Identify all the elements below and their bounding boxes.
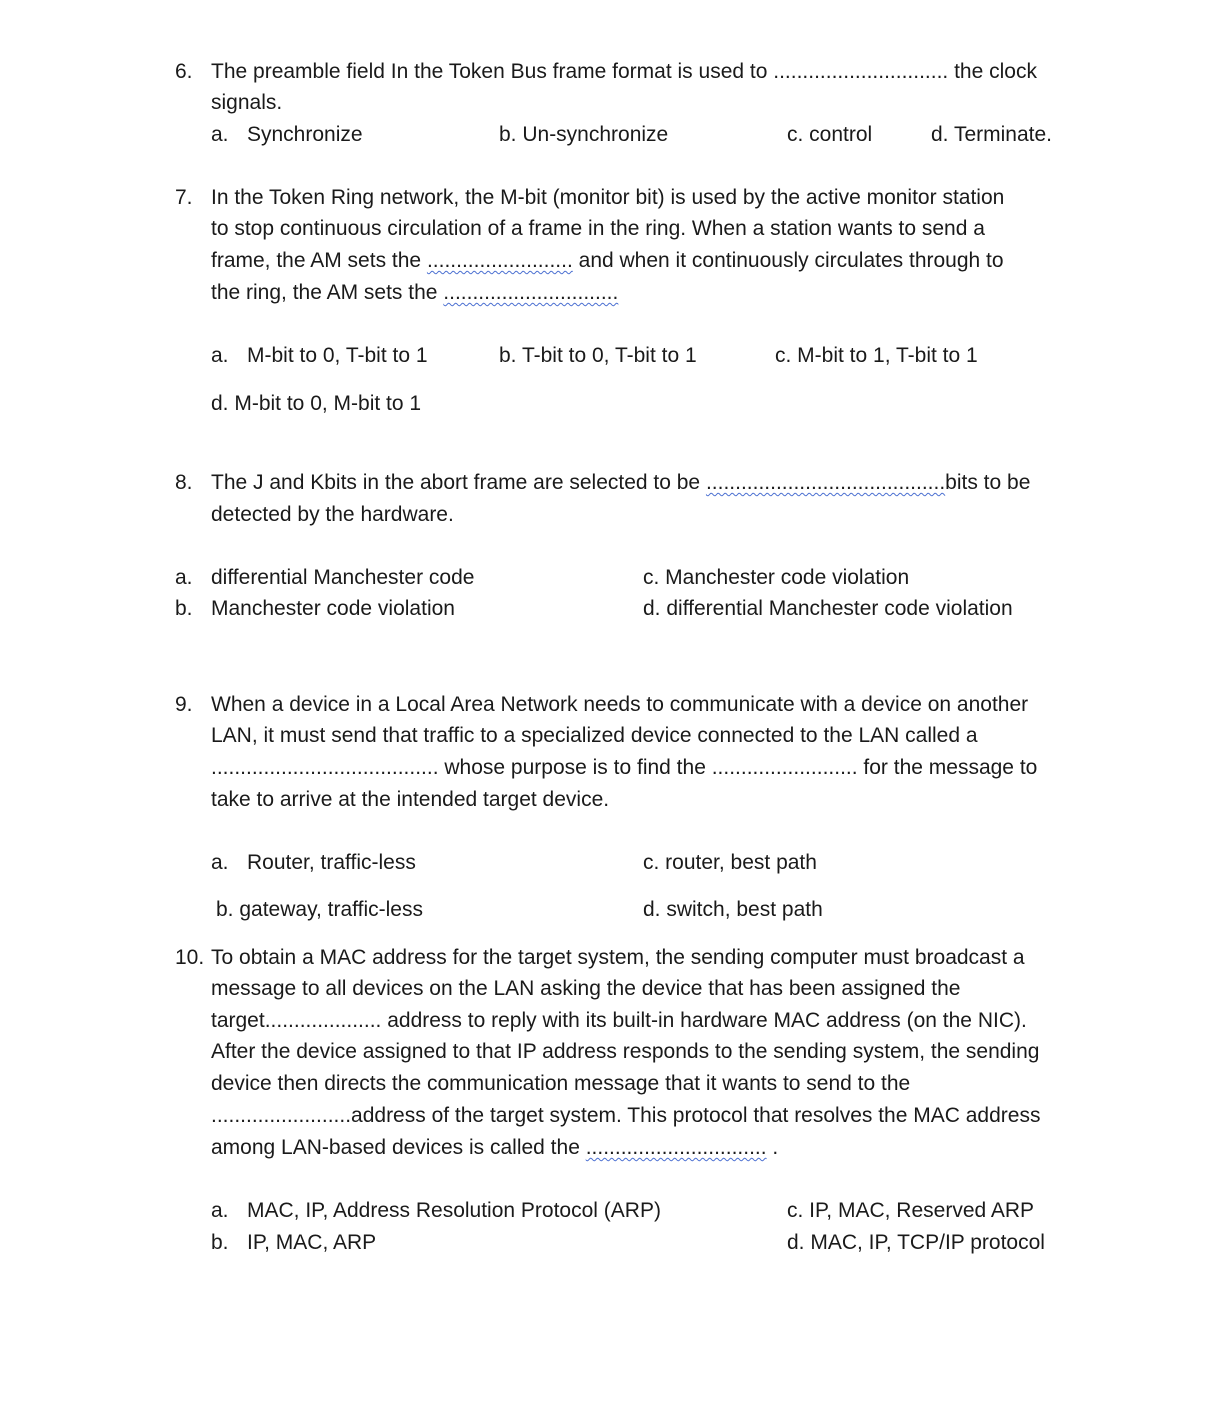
question-8-option-d: d. differential Manchester code violation: [643, 597, 1013, 620]
question-9-text-line-4: take to arrive at the intended target device.: [211, 788, 610, 811]
question-10-text-line-6: ........................address of the target system. This protocol that resolves the MAC address: [211, 1104, 1041, 1127]
question-10-text-line-5: device then directs the communication message that it wants to send to the: [211, 1072, 911, 1095]
question-7-blank-2: ..............................: [443, 281, 619, 304]
question-6-text-line-1: The preamble field In the Token Bus frame format is used to .............................. the clock: [211, 60, 1037, 83]
question-8-option-b: Manchester code violation: [211, 597, 455, 620]
question-9-option-c: c. router, best path: [643, 851, 817, 874]
question-7-text-line-1: In the Token Ring network, the M-bit (monitor bit) is used by the active monitor station: [211, 186, 1005, 209]
question-10-option-b: IP, MAC, ARP: [247, 1231, 377, 1254]
question-10-option-a: MAC, IP, Address Resolution Protocol (ARP): [247, 1199, 661, 1222]
question-7-option-c: c. M-bit to 1, T-bit to 1: [775, 344, 978, 367]
question-6-option-a: Synchronize: [247, 123, 363, 146]
question-7-option-b: b. T-bit to 0, T-bit to 1: [499, 344, 697, 367]
question-10-text-line-3: target.................... address to reply with its built-in hardware MAC address (on the NIC).: [211, 1009, 1027, 1032]
question-7-line-4-start: the ring, the AM sets the: [211, 281, 444, 304]
question-7-text-line-2: to stop continuous circulation of a frame in the ring. When a station wants to send a: [211, 217, 985, 240]
question-6-option-a-label: a.: [211, 123, 229, 146]
question-10-text-line-1: To obtain a MAC address for the target system, the sending computer must broadcast a: [211, 946, 1025, 969]
question-10-number: 10.: [175, 946, 205, 969]
question-7-number: 7.: [175, 186, 193, 209]
question-9-option-b: b. gateway, traffic-less: [216, 898, 423, 921]
question-9-option-a-label: a.: [211, 851, 229, 874]
question-7-text-line-3: [211, 248, 1004, 274]
question-10-option-b-label: b.: [211, 1231, 229, 1254]
question-10-blank: ...............................: [585, 1136, 767, 1159]
question-8-blank: .........................................: [705, 471, 946, 494]
question-8-line-1-end: bits to be: [945, 471, 1031, 494]
question-9-text-line-1: When a device in a Local Area Network needs to communicate with a device on another: [211, 693, 1029, 716]
question-9-text-line-2: LAN, it must send that traffic to a specialized device connected to the LAN called a: [211, 724, 978, 747]
question-10-option-c: c. IP, MAC, Reserved ARP: [787, 1199, 1035, 1222]
question-10-text-line-2: message to all devices on the LAN asking the device that has been assigned the: [211, 977, 961, 1000]
question-8-number: 8.: [175, 471, 193, 494]
question-10-line-7-start: among LAN-based devices is called the: [211, 1136, 586, 1159]
question-8-option-a-label: a.: [175, 566, 193, 589]
question-7-line-3-start: frame, the AM sets the: [211, 249, 427, 272]
question-10-text-line-7: [211, 1135, 778, 1161]
question-8-option-c: c. Manchester code violation: [643, 566, 910, 589]
question-7-option-d: d. M-bit to 0, M-bit to 1: [211, 392, 422, 415]
question-9-text-line-3: ....................................... whose purpose is to find the ......................... for the message to: [211, 756, 1038, 779]
question-6-number: 6.: [175, 60, 193, 83]
question-7-line-3-end: and when it continuously circulates through to: [572, 249, 1004, 272]
question-9-option-a: Router, traffic-less: [247, 851, 416, 874]
question-6-option-d: d. Terminate.: [931, 123, 1053, 146]
question-10-option-a-label: a.: [211, 1199, 229, 1222]
question-7-option-a-label: a.: [211, 344, 229, 367]
question-7-option-a: M-bit to 0, T-bit to 1: [247, 344, 428, 367]
question-7-blank-1: .........................: [426, 249, 573, 272]
question-8-text-line-1: [211, 470, 1030, 496]
question-9-number: 9.: [175, 693, 193, 716]
question-10-line-7-end: .: [766, 1136, 779, 1159]
question-8-line-1-start: The J and Kbits in the abort frame are selected to be: [211, 471, 706, 494]
question-10-option-d: d. MAC, IP, TCP/IP protocol: [787, 1231, 1045, 1254]
question-10-text-line-4: After the device assigned to that IP address responds to the sending system, the sending: [211, 1040, 1040, 1063]
question-9-option-d: d. switch, best path: [643, 898, 823, 921]
question-7-text-line-4: [211, 280, 618, 306]
question-6-text-line-2: signals.: [211, 91, 283, 114]
question-8-text-line-2: detected by the hardware.: [211, 503, 454, 526]
question-6-option-b: b. Un-synchronize: [499, 123, 669, 146]
question-8-option-a: differential Manchester code: [211, 566, 475, 589]
question-8-option-b-label: b.: [175, 597, 193, 620]
question-6-option-c: c. control: [787, 123, 873, 146]
